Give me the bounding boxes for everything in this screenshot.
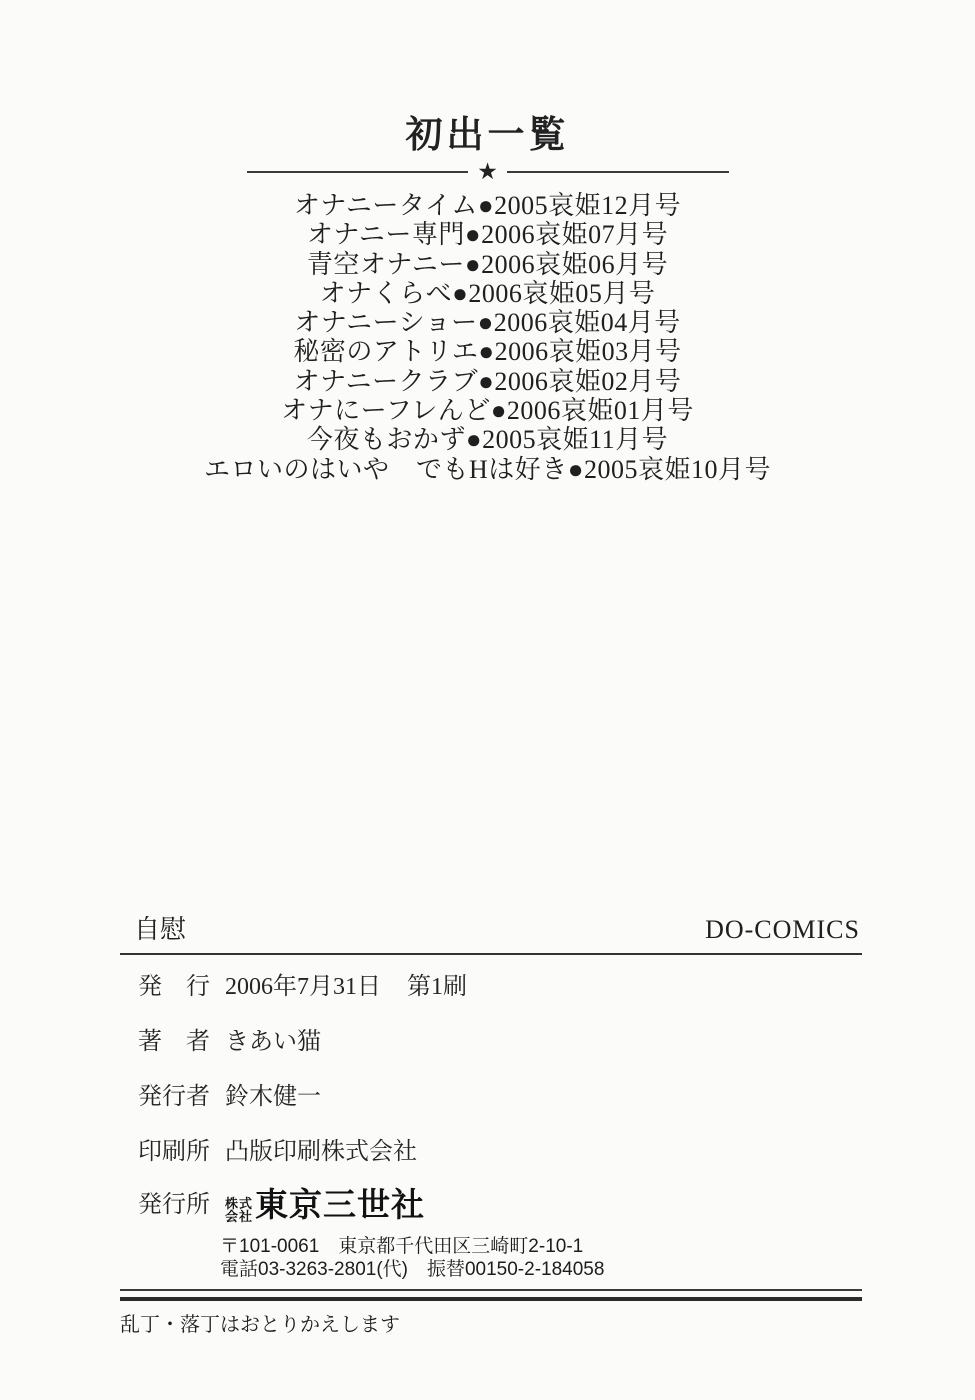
author-name: きあい猫	[225, 1029, 321, 1055]
publication-entry: オナニークラブ●2006哀姫02月号	[293, 366, 682, 396]
divider-line-left	[247, 171, 469, 173]
colophon-row-author	[138, 1021, 862, 1055]
colophon-row-issue-date	[138, 966, 862, 1000]
row-label: 著 者	[138, 1029, 210, 1055]
colophon-row-printer	[138, 1131, 862, 1165]
row-label: 印刷所	[138, 1139, 210, 1165]
colophon-section	[120, 913, 862, 1337]
colophon-row-issuer	[138, 1076, 862, 1110]
publication-entry: 今夜もおかず●2005哀姫11月号	[306, 425, 669, 455]
first-publication-title: 初出一覧	[405, 115, 570, 156]
publisher-address	[220, 1236, 862, 1281]
corporation-prefix	[225, 1197, 253, 1223]
colophon-rows	[120, 966, 862, 1223]
issuer-name: 鈴木健一	[225, 1084, 321, 1110]
corporation-prefix-bottom: 会社	[225, 1209, 254, 1224]
printer-name: 凸版印刷株式会社	[225, 1139, 417, 1165]
divider-line-right	[507, 171, 729, 173]
issue-date: 2006年7月31日	[225, 974, 381, 1000]
row-label: 発行所	[138, 1192, 210, 1218]
publication-entry: 秘密のアトリエ●2006哀姫03月号	[293, 337, 682, 367]
colophon-row-publisher	[138, 1183, 862, 1223]
colophon-header	[120, 913, 862, 955]
imprint-label: DO-COMICS	[705, 915, 860, 944]
star-icon: ★	[477, 159, 498, 185]
publisher-name: 東京三世社	[255, 1186, 426, 1223]
star-divider	[247, 160, 729, 184]
postal-address-line: 〒101-0061 東京都千代田区三崎町2-10-1	[220, 1236, 584, 1257]
publication-list	[0, 191, 975, 484]
row-label: 発行者	[138, 1084, 210, 1110]
publication-entry: 青空オナニー●2006哀姫06月号	[306, 249, 669, 279]
returns-note: 乱丁・落丁はおとりかえします	[120, 1314, 400, 1336]
publication-entry: オナくらべ●2006哀姫05月号	[319, 278, 656, 308]
publication-entry: オナニータイム●2005哀姫12月号	[293, 191, 682, 220]
publication-entry: オナニーショー●2006哀姫04月号	[294, 308, 681, 338]
publication-entry: オナにーフレんど●2006哀姫01月号	[281, 396, 694, 426]
publication-entry: オナニー専門●2006哀姫07月号	[306, 220, 669, 250]
printing-number: 第1刷	[407, 974, 467, 1000]
double-rule	[120, 1289, 862, 1301]
book-title: 自慰	[134, 915, 187, 944]
row-label: 発 行	[138, 974, 210, 1000]
publication-entry: エロいのはいや でもHは好き●2005哀姫10月号	[204, 454, 771, 484]
first-publication-section	[0, 0, 975, 484]
corporation-prefix-top: 株式	[225, 1196, 254, 1211]
phone-transfer-line: 電話03-3263-2801(代) 振替00150-2-184058	[220, 1258, 605, 1280]
